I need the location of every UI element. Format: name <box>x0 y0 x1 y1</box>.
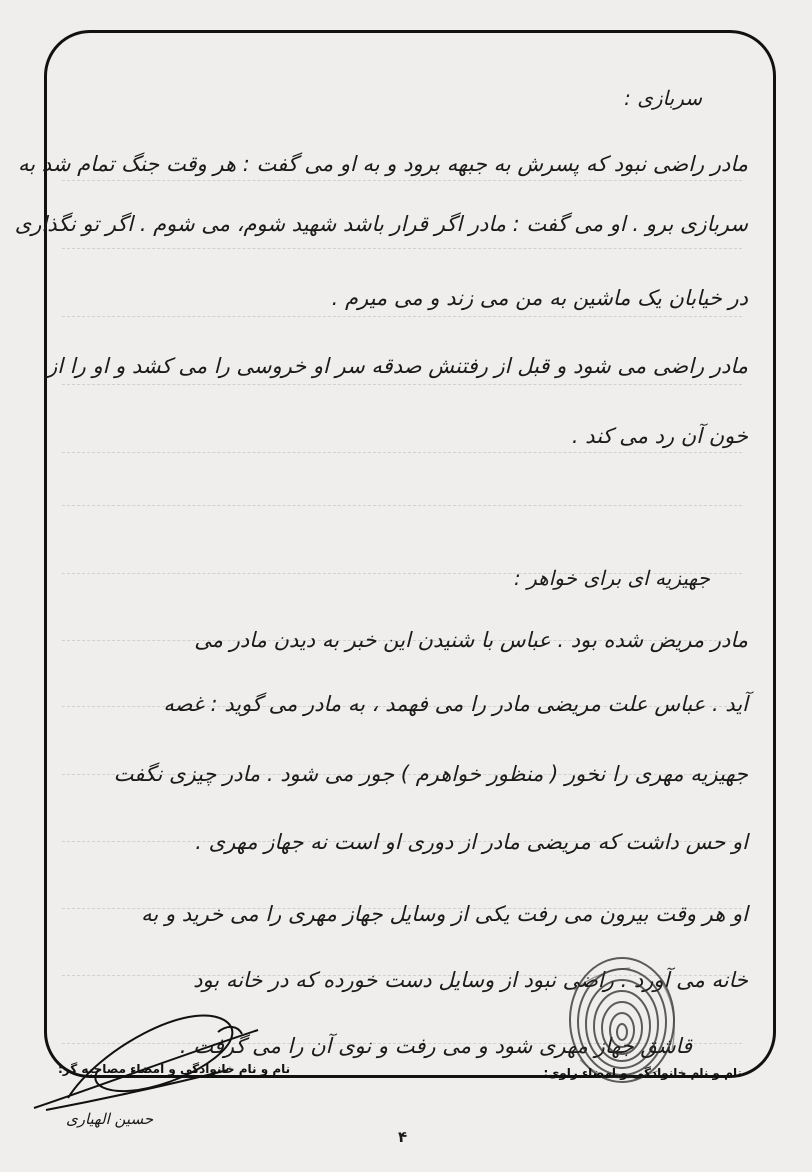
section-title-dowry: جهیزیه ای برای خواهر : <box>514 566 710 590</box>
text-line: جهیزیه مهری را نخور ( منظور خواهرم ) جور می شود . مادر چیزی نگفت <box>113 762 748 786</box>
text-line: سربازی برو . او می گفت : مادر اگر قرار باشد شهید شوم، می شوم . اگر تو نگذاری <box>14 212 748 236</box>
text-line: قاشق جهاز مهری شود و می رفت و نوی آن را می گرفت . <box>179 1034 692 1058</box>
text-line: خانه می آورد . راضی نبود از وسایل دست خورده که در خانه بود <box>193 968 748 992</box>
section-title-military: سربازی : <box>624 86 702 110</box>
text-line: مادر مریض شده بود . عباس با شنیدن این خبر به دیدن مادر می <box>194 628 748 652</box>
text-line: او حس داشت که مریضی مادر از دوری او است نه جهاز مهری . <box>195 830 748 854</box>
text-line: مادر راضی می شود و قبل از رفتنش صدقه سر او خروسی را می کشد و او را از <box>47 354 748 378</box>
narrator-signature-label: نام و نام خانوادگی و امضاء راوی: <box>543 1066 742 1080</box>
text-line: آید . عباس علت مریضی مادر را می فهمد ، به مادر می گوید : غصه <box>163 692 748 716</box>
text-line: مادر راضی نبود که پسرش به جبهه برود و به او می گفت : هر وقت جنگ تمام شد به <box>18 152 748 176</box>
signature-name: حسین الهیاری <box>66 1110 154 1128</box>
text-line: در خیابان یک ماشین به من می زند و می میرم . <box>331 286 748 310</box>
text-line: خون آن رد می کند . <box>571 424 748 448</box>
page-number: ۴ <box>398 1128 408 1146</box>
text-line: او هر وقت بیرون می رفت یکی از وسایل جهاز مهری را می خرید و به <box>141 902 748 926</box>
interviewer-signature-label: نام و نام خانوادگی و امضاء مصاحبه گر: <box>58 1062 291 1076</box>
